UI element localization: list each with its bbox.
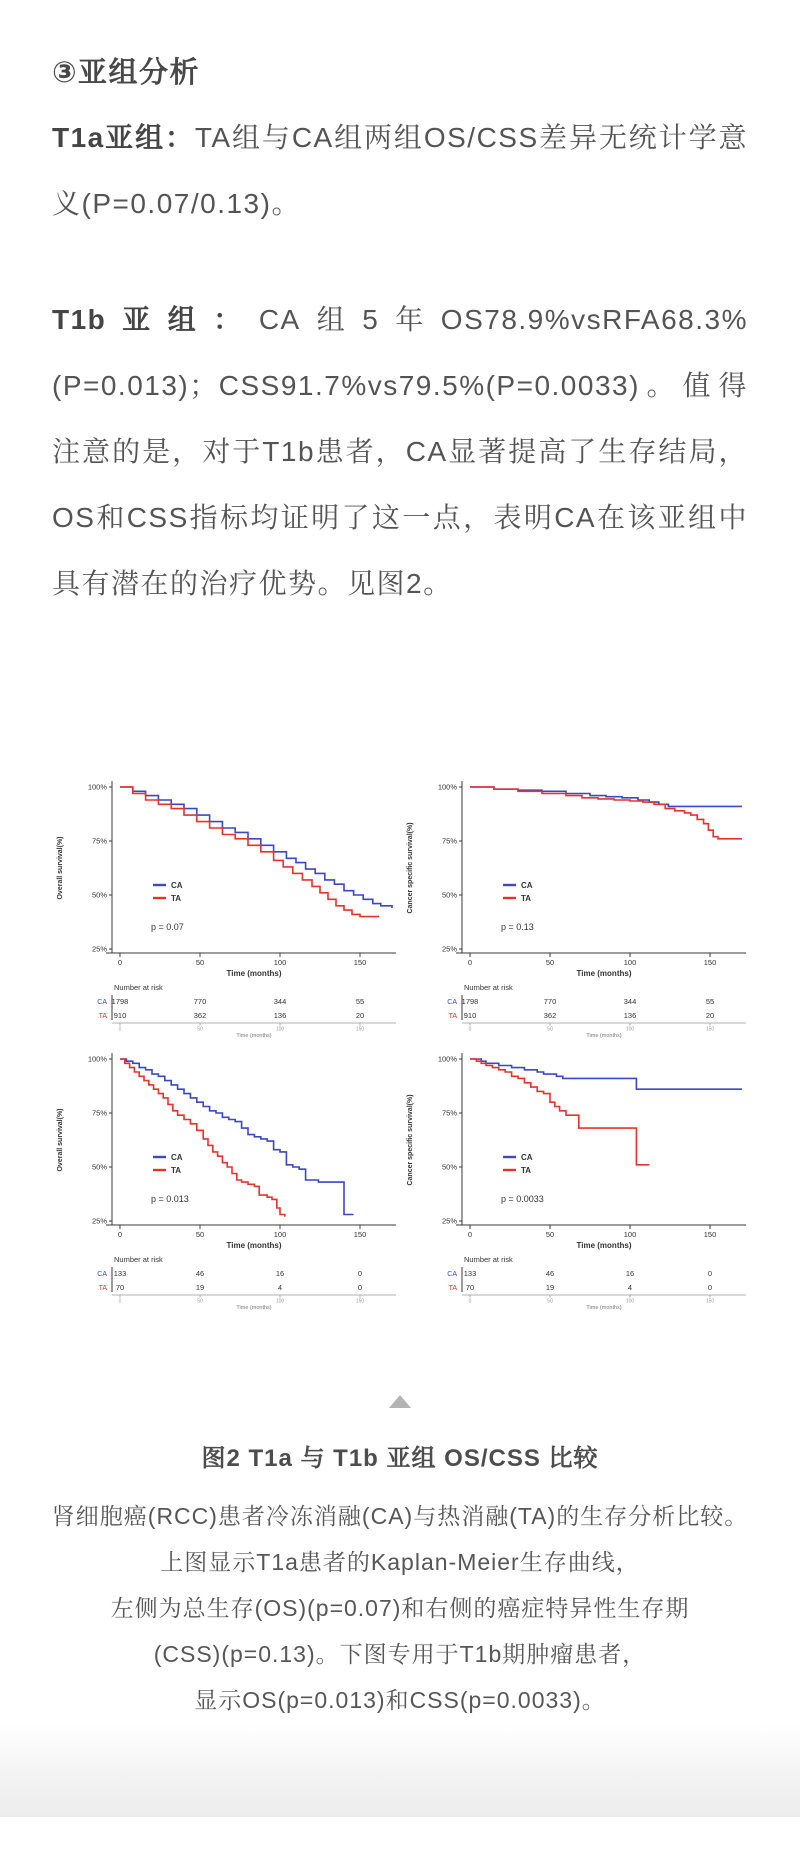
svg-text:0: 0 (357, 1283, 363, 1292)
svg-text:4: 4 (627, 1283, 633, 1292)
svg-text:910: 910 (463, 1011, 477, 1020)
svg-text:150: 150 (353, 958, 367, 967)
figure-description-line: (CSS)(p=0.13)。下图专用于T1b期肿瘤患者， (153, 1641, 647, 1667)
svg-text:100: 100 (275, 1298, 285, 1305)
svg-text:TA: TA (521, 1166, 532, 1175)
svg-text:50: 50 (197, 1298, 203, 1305)
svg-text:75%: 75% (441, 836, 457, 846)
section-title: ③亚组分析 (52, 57, 201, 89)
svg-text:136: 136 (273, 1011, 287, 1020)
svg-text:150: 150 (703, 1230, 717, 1239)
svg-text:770: 770 (193, 997, 207, 1006)
svg-text:100: 100 (275, 1026, 285, 1033)
svg-text:50%: 50% (441, 890, 457, 900)
paragraph-t1b-text: CA组5年OS78.9%vsRFA68.3%(P=0.013)；CSS91.7%vs79.5%(P=0.0033)。值得注意的是，对于T1b患者，CA显著提高了生存结局，OS和CSS指标均证明了这一点，表明CA在该亚组中具有潜在的治疗优势。见图2。 (52, 304, 749, 599)
svg-text:19: 19 (545, 1283, 555, 1292)
svg-text:TA: TA (98, 1013, 107, 1020)
svg-text:TA: TA (448, 1285, 457, 1292)
collapse-triangle-icon[interactable] (389, 1395, 411, 1408)
svg-text:50: 50 (195, 958, 205, 967)
svg-text:Number at risk: Number at risk (114, 1255, 163, 1264)
svg-text:344: 344 (623, 997, 637, 1006)
svg-text:133: 133 (113, 1269, 127, 1278)
svg-text:100%: 100% (437, 1054, 457, 1064)
svg-text:770: 770 (543, 997, 557, 1006)
figure-description-line: 肾细胞癌(RCC)患者冷冻消融(CA)与热消融(TA)的生存分析比较。 (51, 1503, 749, 1529)
svg-text:100: 100 (273, 1230, 287, 1239)
svg-text:25%: 25% (91, 944, 107, 954)
figure-description-line: 左侧为总生存(OS)(p=0.07)和右侧的癌症特异性生存期 (110, 1595, 690, 1621)
svg-text:50: 50 (547, 1298, 553, 1305)
svg-text:CA: CA (447, 999, 457, 1006)
svg-text:25%: 25% (441, 1216, 457, 1226)
svg-text:150: 150 (705, 1026, 715, 1033)
svg-text:362: 362 (193, 1011, 207, 1020)
paragraph-t1b (52, 287, 748, 617)
svg-text:16: 16 (625, 1269, 635, 1278)
svg-text:Number at risk: Number at risk (464, 983, 513, 992)
svg-text:70: 70 (465, 1283, 475, 1292)
svg-text:50: 50 (545, 1230, 555, 1239)
svg-text:100%: 100% (437, 782, 457, 792)
svg-text:100%: 100% (87, 782, 107, 792)
svg-text:TA: TA (98, 1285, 107, 1292)
svg-text:0: 0 (707, 1269, 713, 1278)
svg-text:1798: 1798 (461, 997, 479, 1006)
svg-text:0: 0 (357, 1269, 363, 1278)
svg-text:0: 0 (117, 1230, 123, 1239)
svg-text:CA: CA (171, 1153, 183, 1162)
svg-text:CA: CA (521, 1153, 533, 1162)
figure-description-line: 上图显示T1a患者的Kaplan-Meier生存曲线， (160, 1549, 640, 1575)
paragraph-t1b-label: T1b亚组： (52, 304, 259, 335)
svg-text:50%: 50% (91, 1162, 107, 1172)
svg-text:p = 0.013: p = 0.013 (151, 1194, 189, 1204)
paragraph-t1a-text: TA组与CA组两组OS/CSS差异无统计学意义(P=0.07/0.13)。 (52, 122, 749, 219)
svg-text:Cancer specific survival(%): Cancer specific survival(%) (407, 1094, 414, 1186)
svg-text:TA: TA (448, 1013, 457, 1020)
svg-text:Time (months): Time (months) (226, 1241, 282, 1250)
svg-text:1798: 1798 (111, 997, 129, 1006)
svg-text:0: 0 (118, 1298, 122, 1305)
svg-text:4: 4 (277, 1283, 283, 1292)
svg-text:0: 0 (117, 958, 123, 967)
footer-gradient (0, 1725, 800, 1817)
svg-text:Time (months): Time (months) (576, 969, 632, 978)
svg-text:p = 0.07: p = 0.07 (151, 922, 184, 932)
svg-text:150: 150 (355, 1298, 365, 1305)
km-figure-grid (50, 767, 750, 1311)
svg-text:16: 16 (275, 1269, 285, 1278)
svg-text:25%: 25% (441, 944, 457, 954)
svg-text:150: 150 (703, 958, 717, 967)
article-body (0, 50, 800, 617)
svg-text:Number at risk: Number at risk (114, 983, 163, 992)
svg-text:0: 0 (467, 1230, 473, 1239)
svg-text:0: 0 (467, 958, 473, 967)
km-chart-t1b-css (400, 1039, 750, 1311)
svg-text:20: 20 (705, 1011, 715, 1020)
svg-text:0: 0 (468, 1026, 472, 1033)
svg-text:0: 0 (118, 1026, 122, 1033)
km-chart-t1b-os (50, 1039, 400, 1311)
figure-description (0, 1493, 800, 1723)
svg-text:75%: 75% (91, 836, 107, 846)
svg-text:133: 133 (463, 1269, 477, 1278)
svg-text:50: 50 (197, 1026, 203, 1033)
svg-text:TA: TA (171, 1166, 182, 1175)
svg-text:Time (months): Time (months) (586, 1033, 622, 1039)
figure-description-line: 显示OS(p=0.013)和CSS(p=0.0033)。 (194, 1687, 606, 1713)
svg-text:150: 150 (353, 1230, 367, 1239)
km-chart-t1a-os (50, 767, 400, 1039)
svg-text:CA: CA (171, 881, 183, 890)
svg-text:Time (months): Time (months) (226, 969, 282, 978)
svg-text:70: 70 (115, 1283, 125, 1292)
svg-text:Time (months): Time (months) (236, 1305, 272, 1311)
svg-text:55: 55 (705, 997, 715, 1006)
svg-text:50%: 50% (441, 1162, 457, 1172)
svg-text:TA: TA (171, 894, 182, 903)
svg-text:100: 100 (623, 1230, 637, 1239)
svg-text:100: 100 (623, 958, 637, 967)
svg-text:344: 344 (273, 997, 287, 1006)
svg-text:CA: CA (447, 1271, 457, 1278)
paragraph-t1a-label: T1a亚组： (52, 122, 195, 153)
svg-text:Overall survival(%): Overall survival(%) (57, 1108, 64, 1172)
km-chart-t1a-css (400, 767, 750, 1039)
svg-text:Time (months): Time (months) (576, 1241, 632, 1250)
svg-text:910: 910 (113, 1011, 127, 1020)
svg-text:Cancer specific survival(%): Cancer specific survival(%) (407, 822, 414, 914)
svg-text:46: 46 (545, 1269, 555, 1278)
svg-text:p = 0.0033: p = 0.0033 (501, 1194, 544, 1204)
svg-text:19: 19 (195, 1283, 205, 1292)
svg-text:0: 0 (707, 1283, 713, 1292)
svg-text:150: 150 (355, 1026, 365, 1033)
figure-caption: 图2 T1a 与 T1b 亚组 OS/CSS 比较 (201, 1445, 599, 1472)
svg-text:362: 362 (543, 1011, 557, 1020)
svg-text:20: 20 (355, 1011, 365, 1020)
svg-text:p = 0.13: p = 0.13 (501, 922, 534, 932)
svg-text:CA: CA (521, 881, 533, 890)
svg-text:100: 100 (273, 958, 287, 967)
svg-text:100%: 100% (87, 1054, 107, 1064)
svg-text:Time (months): Time (months) (236, 1033, 272, 1039)
svg-text:100: 100 (625, 1298, 635, 1305)
svg-text:50: 50 (195, 1230, 205, 1239)
svg-text:100: 100 (625, 1026, 635, 1033)
svg-text:50: 50 (547, 1026, 553, 1033)
svg-text:Overall survival(%): Overall survival(%) (57, 836, 64, 900)
svg-text:CA: CA (97, 999, 107, 1006)
svg-text:25%: 25% (91, 1216, 107, 1226)
svg-text:TA: TA (521, 894, 532, 903)
svg-text:150: 150 (705, 1298, 715, 1305)
paragraph-t1a (52, 105, 748, 237)
svg-text:50%: 50% (91, 890, 107, 900)
svg-text:75%: 75% (91, 1108, 107, 1118)
svg-text:136: 136 (623, 1011, 637, 1020)
svg-text:55: 55 (355, 997, 365, 1006)
svg-text:Number at risk: Number at risk (464, 1255, 513, 1264)
svg-text:Time (months): Time (months) (586, 1305, 622, 1311)
svg-text:46: 46 (195, 1269, 205, 1278)
svg-text:50: 50 (545, 958, 555, 967)
svg-text:0: 0 (468, 1298, 472, 1305)
svg-text:75%: 75% (441, 1108, 457, 1118)
svg-text:CA: CA (97, 1271, 107, 1278)
